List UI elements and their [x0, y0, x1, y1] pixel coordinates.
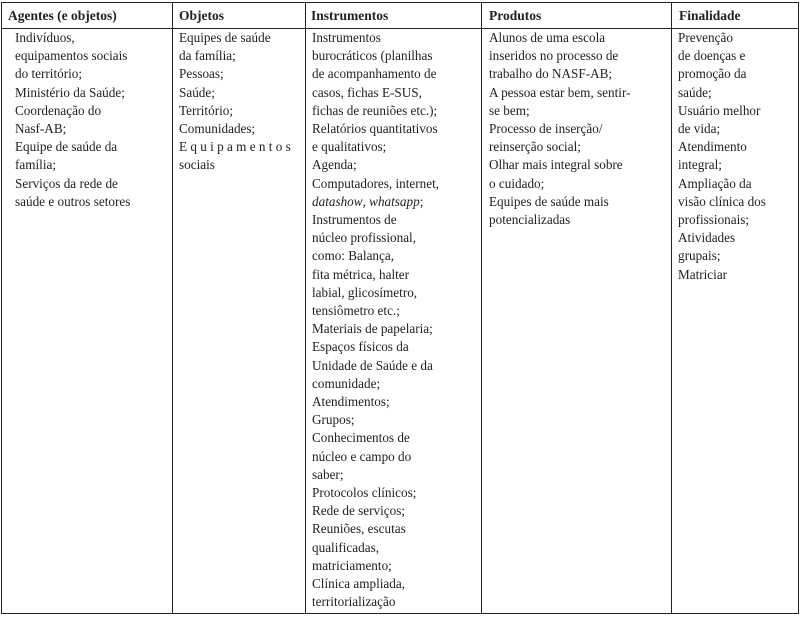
header-finalidade: Finalidade — [679, 8, 741, 23]
cell-line: Pessoas; — [179, 66, 224, 82]
cell-line: potencializadas — [489, 212, 571, 228]
cell-line: inseridos no processo de — [489, 48, 619, 64]
cell-line: Equipamentos — [179, 139, 295, 155]
cell-line: de acompanhamento de — [312, 66, 437, 82]
cell-line: Equipes de saúde mais — [489, 193, 609, 209]
cell-line: Protocolos clínicos; — [312, 485, 417, 501]
cell-finalidade — [678, 29, 766, 284]
cell-line: Reuniões, escutas — [312, 521, 406, 537]
cell-line: Processo de inserção/ — [489, 121, 603, 137]
cell-line: de vida; — [678, 121, 721, 137]
column-divider — [481, 3, 482, 613]
cell-line: Ministério da Saúde; — [15, 84, 125, 100]
cell-line: fichas de reuniões etc.); — [312, 102, 438, 118]
cell-line: Atendimento — [678, 139, 747, 155]
cell-line: A pessoa estar bem, sentir- — [489, 84, 631, 100]
cell-line: Materiais de papelaria; — [312, 321, 433, 337]
cell-line: Alunos de uma escola — [489, 30, 606, 45]
cell-line: de doenças e — [678, 48, 746, 64]
cell-line: Comunidades; — [179, 121, 256, 137]
cell-line: comunidade; — [312, 375, 381, 391]
cell-line: Serviços da rede de — [15, 175, 118, 191]
cell-line: Instrumentos — [312, 30, 381, 45]
cell-line: como: Balança, — [312, 248, 395, 264]
cell-line: saúde; — [678, 84, 712, 100]
cell-instrumentos — [312, 29, 439, 612]
cell-line: Atendimentos; — [312, 394, 390, 410]
cell-line: Equipe de saúde da — [15, 139, 118, 155]
column-divider — [305, 3, 306, 613]
cell-line: Computadores, internet, — [312, 175, 440, 191]
cell-line: reinserção social; — [489, 139, 581, 155]
cell-line: Instrumentos de — [312, 212, 397, 228]
cell-line: Ampliação da — [678, 175, 752, 191]
cell-line: da família; — [179, 48, 236, 64]
cell-line: Matriciar — [678, 266, 728, 282]
cell-line: saúde e outros setores — [15, 193, 131, 209]
cell-line: grupais; — [678, 248, 721, 264]
data-table — [1, 2, 799, 614]
cell-line: saber; — [312, 466, 344, 482]
cell-line: visão clínica dos — [678, 193, 766, 209]
cell-line: Olhar mais integral sobre — [489, 157, 623, 173]
cell-line: qualificadas, — [312, 539, 380, 555]
cell-line: Atividades — [678, 230, 736, 246]
cell-line: Clínica ampliada, — [312, 576, 406, 592]
cell-line: Prevenção — [678, 30, 733, 45]
column-divider — [172, 3, 173, 613]
separator: , — [362, 193, 370, 209]
cell-line: profissionais; — [678, 212, 750, 228]
cell-line: Espaços físicos da — [312, 339, 409, 355]
italic-term: whatsapp — [369, 193, 420, 209]
cell-line: Saúde; — [179, 84, 215, 100]
cell-line: Relatórios quantitativos — [312, 121, 438, 137]
cell-line — [312, 193, 439, 211]
header-agentes: Agentes (e objetos) — [8, 8, 117, 23]
cell-line: o cuidado; — [489, 175, 545, 191]
header-produtos: Produtos — [489, 8, 542, 23]
cell-agentes — [15, 29, 130, 211]
cell-line: Nasf-AB; — [15, 121, 67, 137]
cell-line: labial, glicosímetro, — [312, 284, 418, 300]
cell-line: Usuário melhor — [678, 102, 761, 118]
cell-line: trabalho do NASF-AB; — [489, 66, 613, 82]
header-instrumentos: Instrumentos — [311, 8, 389, 23]
column-divider — [671, 3, 672, 613]
cell-line: Indivíduos, — [15, 30, 75, 45]
cell-line: Unidade de Saúde e da — [312, 357, 433, 373]
header-row — [2, 3, 798, 29]
header-objetos: Objetos — [179, 8, 224, 23]
cell-line: família; — [15, 157, 57, 173]
cell-line: tensiômetro etc.; — [312, 303, 400, 319]
cell-line: casos, fichas E-SUS, — [312, 84, 422, 100]
cell-line: burocráticos (planilhas — [312, 48, 433, 64]
cell-line: núcleo profissional, — [312, 230, 417, 246]
cell-line: matriciamento; — [312, 557, 392, 573]
italic-term: datashow — [312, 193, 363, 209]
cell-produtos — [489, 29, 630, 229]
separator: ; — [419, 193, 424, 209]
cell-line: sociais — [179, 157, 215, 173]
cell-line: Rede de serviços; — [312, 503, 406, 519]
cell-line: promoção da — [678, 66, 747, 82]
cell-line: se bem; — [489, 102, 530, 118]
cell-line: equipamentos sociais — [15, 48, 128, 64]
cell-line: Território; — [179, 102, 234, 118]
cell-line: Agenda; — [312, 157, 357, 173]
cell-line: do território; — [15, 66, 83, 82]
cell-line: fita métrica, halter — [312, 266, 410, 282]
cell-line: Equipes de saúde — [179, 30, 271, 45]
cell-line: Coordenação do — [15, 102, 102, 118]
cell-line: territorialização — [312, 594, 396, 610]
cell-line: Conhecimentos de — [312, 430, 410, 446]
cell-line: Grupos; — [312, 412, 355, 428]
cell-objetos — [179, 29, 294, 175]
cell-line: núcleo e campo do — [312, 448, 412, 464]
cell-line: e qualitativos; — [312, 139, 387, 155]
cell-line: integral; — [678, 157, 722, 173]
